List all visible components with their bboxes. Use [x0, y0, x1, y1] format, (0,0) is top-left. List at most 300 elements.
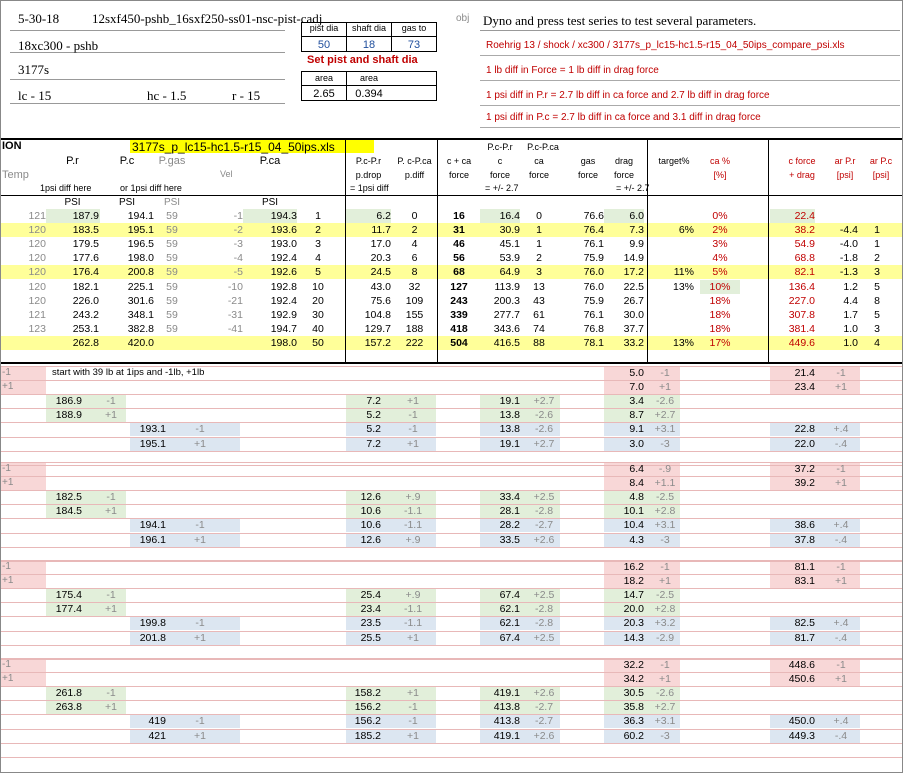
data-cell[interactable]: 136.4	[788, 281, 815, 293]
drag-delta[interactable]: +3.1	[654, 519, 676, 531]
data-cell[interactable]: 7.3	[629, 224, 644, 236]
data-cell[interactable]: 37.7	[623, 323, 644, 335]
c-force-value[interactable]: 33.5	[499, 534, 520, 546]
data-cell[interactable]: 5	[315, 266, 321, 278]
data-cell[interactable]: 17.0	[370, 238, 391, 250]
data-cell[interactable]: 222	[405, 337, 424, 349]
pr-value[interactable]: 182.5	[55, 491, 82, 503]
data-cell[interactable]: 18%	[709, 309, 731, 321]
cforce-value[interactable]: 83.1	[794, 575, 815, 587]
drag-value[interactable]: 18.2	[623, 575, 644, 587]
pc-delta[interactable]: -1	[195, 617, 205, 629]
data-cell[interactable]: 188	[405, 323, 424, 335]
data-cell[interactable]: 193.6	[270, 224, 297, 236]
pc-value[interactable]: 196.1	[139, 534, 166, 546]
data-cell[interactable]: 120	[28, 252, 46, 264]
drag-value[interactable]: 20.0	[623, 603, 644, 615]
data-cell[interactable]: 1.2	[843, 281, 858, 293]
pdrop-value[interactable]: 185.2	[354, 730, 381, 742]
data-cell[interactable]: 4%	[712, 252, 728, 264]
data-cell[interactable]: 59	[166, 252, 178, 264]
r-cell[interactable]: r - 15	[232, 88, 261, 103]
cforce-delta[interactable]: +.4	[833, 715, 849, 727]
pdrop-delta[interactable]: +1	[407, 687, 419, 699]
data-cell[interactable]: 78.1	[583, 337, 604, 349]
c-force-delta[interactable]: +2.5	[533, 589, 555, 601]
data-cell[interactable]: -5	[233, 266, 243, 278]
pdrop-value[interactable]: 156.2	[354, 701, 381, 713]
data-cell[interactable]: 10%	[709, 281, 731, 293]
pdrop-value[interactable]: 12.6	[360, 491, 381, 503]
gas-to-value[interactable]: 73	[407, 39, 421, 51]
drag-delta[interactable]: -1	[660, 367, 670, 379]
drag-delta[interactable]: -.9	[658, 463, 672, 475]
delta-cell[interactable]: -1	[2, 367, 11, 378]
c-force-delta[interactable]: -2.8	[534, 505, 554, 517]
c-force-delta[interactable]: -2.6	[534, 423, 554, 435]
data-cell[interactable]: 20	[312, 295, 324, 307]
data-cell[interactable]: 243.2	[72, 309, 99, 321]
data-cell[interactable]: 59	[166, 210, 178, 222]
valve-cell[interactable]: 3177s	[18, 62, 50, 77]
cforce-delta[interactable]: +.4	[833, 617, 849, 629]
data-cell[interactable]: 2	[411, 224, 418, 236]
pdrop-delta[interactable]: -1.1	[403, 519, 423, 531]
pc-value[interactable]: 193.1	[139, 423, 166, 435]
cforce-value[interactable]: 81.1	[794, 561, 815, 573]
pr-value[interactable]: 261.8	[55, 687, 82, 699]
data-cell[interactable]: -4.0	[839, 238, 858, 250]
data-cell[interactable]: -3	[233, 238, 243, 250]
data-cell[interactable]: 1.0	[843, 337, 858, 349]
data-cell[interactable]: 194.1	[127, 210, 154, 222]
pdrop-delta[interactable]: -1	[408, 423, 418, 435]
pdrop-value[interactable]: 12.6	[360, 534, 381, 546]
cforce-value[interactable]: 22.8	[794, 423, 815, 435]
data-cell[interactable]: 277.7	[493, 309, 520, 321]
data-cell[interactable]: 120	[28, 238, 46, 250]
cforce-delta[interactable]: -1	[836, 561, 846, 573]
drag-value[interactable]: 36.3	[623, 715, 644, 727]
data-cell[interactable]: 17.2	[623, 266, 644, 278]
c-force-value[interactable]: 62.1	[499, 603, 520, 615]
drag-delta[interactable]: -1	[660, 561, 670, 573]
pdrop-value[interactable]: 23.4	[360, 603, 381, 615]
pdrop-delta[interactable]: -1.1	[403, 505, 423, 517]
pr-delta[interactable]: -1	[106, 491, 116, 503]
data-cell[interactable]: 30	[312, 309, 324, 321]
pc-delta[interactable]: -1	[195, 715, 205, 727]
cforce-value[interactable]: 22.0	[794, 438, 815, 450]
drag-value[interactable]: 16.2	[623, 561, 644, 573]
drag-delta[interactable]: -1	[660, 659, 670, 671]
data-cell[interactable]: 195.1	[127, 224, 154, 236]
data-cell[interactable]: -10	[227, 281, 243, 293]
data-cell[interactable]: 11%	[673, 266, 694, 278]
data-cell[interactable]: 22.5	[623, 281, 644, 293]
pdrop-value[interactable]: 156.2	[354, 715, 381, 727]
data-cell[interactable]: 339	[450, 309, 468, 321]
data-cell[interactable]: 76.8	[583, 323, 604, 335]
delta-cell[interactable]: +1	[2, 575, 14, 586]
cforce-delta[interactable]: +.4	[833, 519, 849, 531]
data-cell[interactable]: 88	[533, 337, 545, 349]
drag-value[interactable]: 8.4	[629, 477, 644, 489]
data-cell[interactable]: 0%	[712, 210, 728, 222]
pdrop-delta[interactable]: -1.1	[403, 603, 423, 615]
drag-delta[interactable]: -2.9	[655, 632, 675, 644]
pdrop-delta[interactable]: +1	[407, 395, 419, 407]
data-cell[interactable]: 2	[315, 224, 321, 236]
c-force-delta[interactable]: +2.5	[533, 491, 555, 503]
drag-value[interactable]: 8.7	[629, 409, 644, 421]
data-cell[interactable]: -1.3	[839, 266, 858, 278]
c-force-delta[interactable]: +2.7	[533, 395, 555, 407]
data-cell[interactable]: 192.8	[270, 281, 297, 293]
pdrop-value[interactable]: 158.2	[354, 687, 381, 699]
data-cell[interactable]: 59	[166, 238, 178, 250]
drag-delta[interactable]: +3.1	[654, 423, 676, 435]
data-cell[interactable]: 13%	[672, 337, 694, 349]
data-cell[interactable]: -4	[233, 252, 243, 264]
cforce-value[interactable]: 21.4	[794, 367, 815, 379]
drag-value[interactable]: 32.2	[623, 659, 644, 671]
drag-value[interactable]: 3.0	[629, 438, 644, 450]
data-cell[interactable]: 4	[874, 337, 880, 349]
pr-delta[interactable]: +1	[105, 505, 117, 517]
data-cell[interactable]: 4	[411, 238, 418, 250]
data-cell[interactable]: 13%	[672, 281, 694, 293]
data-cell[interactable]: 75.6	[370, 295, 391, 307]
data-cell[interactable]: 0	[411, 210, 418, 222]
area-shaft-value[interactable]: 0.394	[355, 88, 383, 100]
data-cell[interactable]: -1	[233, 210, 243, 222]
delta-cell[interactable]: +1	[2, 673, 14, 684]
data-cell[interactable]: 1.0	[843, 323, 858, 335]
data-cell[interactable]: 113.9	[494, 281, 520, 293]
pdrop-delta[interactable]: +.9	[405, 491, 421, 503]
date-cell[interactable]: 5-30-18	[18, 11, 60, 26]
drag-delta[interactable]: +3.2	[654, 617, 676, 629]
data-cell[interactable]: 30.0	[623, 309, 644, 321]
data-cell[interactable]: 68.8	[794, 252, 815, 264]
drag-delta[interactable]: +1.1	[654, 477, 676, 489]
data-cell[interactable]: 1	[536, 224, 542, 236]
cforce-value[interactable]: 81.7	[794, 632, 815, 644]
data-cell[interactable]: 301.6	[127, 295, 154, 307]
data-cell[interactable]: 8	[874, 295, 880, 307]
pr-delta[interactable]: +1	[105, 603, 117, 615]
data-cell[interactable]: 418	[450, 323, 468, 335]
data-cell[interactable]: 68	[453, 266, 465, 278]
data-cell[interactable]: 2	[874, 252, 880, 264]
pdrop-value[interactable]: 23.5	[360, 617, 381, 629]
data-cell[interactable]: 75.9	[583, 252, 604, 264]
data-cell[interactable]: 109	[405, 295, 424, 307]
data-cell[interactable]: 381.4	[788, 323, 815, 335]
shaft-dia-value[interactable]: 18	[362, 39, 376, 51]
data-cell[interactable]: 1	[315, 210, 321, 222]
c-force-value[interactable]: 62.1	[499, 617, 520, 629]
drag-delta[interactable]: -2.6	[655, 395, 675, 407]
pc-value[interactable]: 201.8	[139, 632, 166, 644]
data-cell[interactable]: 1	[536, 238, 542, 250]
pdrop-delta[interactable]: -1.1	[403, 617, 423, 629]
data-cell[interactable]: 0	[536, 210, 542, 222]
data-cell[interactable]: 59	[166, 309, 178, 321]
drag-value[interactable]: 4.8	[629, 491, 644, 503]
data-cell[interactable]: 253.1	[72, 323, 99, 335]
data-cell[interactable]: 121	[28, 309, 46, 321]
data-cell[interactable]: 198.0	[270, 337, 297, 349]
drag-value[interactable]: 34.2	[623, 673, 644, 685]
cforce-value[interactable]: 37.2	[794, 463, 815, 475]
data-cell[interactable]: 11.7	[371, 224, 391, 236]
data-cell[interactable]: 129.7	[364, 323, 391, 335]
cforce-delta[interactable]: +1	[835, 673, 847, 685]
data-cell[interactable]: 6%	[678, 224, 694, 236]
data-cell[interactable]: 225.1	[127, 281, 154, 293]
pc-value[interactable]: 194.1	[139, 519, 166, 531]
delta-cell[interactable]: +1	[2, 477, 14, 488]
c-force-delta[interactable]: -2.7	[534, 715, 554, 727]
c-force-value[interactable]: 19.1	[499, 438, 520, 450]
data-cell[interactable]: -1.8	[839, 252, 858, 264]
pr-value[interactable]: 175.4	[55, 589, 82, 601]
drag-value[interactable]: 14.3	[623, 632, 644, 644]
c-force-delta[interactable]: +2.6	[533, 730, 555, 742]
data-cell[interactable]: 4	[315, 252, 321, 264]
c-force-delta[interactable]: -2.7	[534, 519, 554, 531]
data-cell[interactable]: 30.9	[499, 224, 520, 236]
data-cell[interactable]: 5	[874, 309, 880, 321]
source-filename[interactable]: 3177s_p_lc15-hc1.5-r15_04_50ips.xls	[132, 140, 335, 154]
cforce-delta[interactable]: -1	[836, 659, 846, 671]
pr-delta[interactable]: -1	[106, 589, 116, 601]
data-cell[interactable]: 504	[450, 337, 468, 349]
data-cell[interactable]: 123	[28, 323, 46, 335]
pr-value[interactable]: 188.9	[55, 409, 82, 421]
data-cell[interactable]: 59	[166, 281, 178, 293]
pdrop-delta[interactable]: +.9	[405, 589, 421, 601]
cforce-delta[interactable]: +1	[835, 381, 847, 393]
pdrop-delta[interactable]: +.9	[405, 534, 421, 546]
drag-delta[interactable]: +1	[659, 575, 671, 587]
data-cell[interactable]: 76.6	[583, 210, 604, 222]
drag-value[interactable]: 5.0	[629, 367, 644, 379]
data-cell[interactable]: 76.0	[583, 281, 604, 293]
pdrop-value[interactable]: 25.5	[360, 632, 381, 644]
data-cell[interactable]: 20.3	[370, 252, 391, 264]
pdrop-value[interactable]: 5.2	[366, 409, 381, 421]
cforce-delta[interactable]: -.4	[834, 632, 848, 644]
drag-delta[interactable]: -2.5	[655, 491, 675, 503]
data-cell[interactable]: 179.5	[72, 238, 99, 250]
data-cell[interactable]: 155	[405, 309, 424, 321]
cforce-value[interactable]: 450.0	[788, 715, 815, 727]
data-cell[interactable]: 120	[28, 224, 46, 236]
c-force-value[interactable]: 13.8	[499, 423, 520, 435]
drag-value[interactable]: 30.5	[623, 687, 644, 699]
data-cell[interactable]: 6.2	[376, 210, 391, 222]
data-cell[interactable]: 4.4	[843, 295, 858, 307]
data-cell[interactable]: 176.4	[72, 266, 99, 278]
data-cell[interactable]: 121	[28, 210, 46, 222]
c-force-delta[interactable]: +2.5	[533, 632, 555, 644]
drag-value[interactable]: 10.1	[623, 505, 644, 517]
data-cell[interactable]: 32	[408, 281, 421, 293]
drag-value[interactable]: 20.3	[623, 617, 644, 629]
pdrop-delta[interactable]: -1	[408, 715, 418, 727]
data-cell[interactable]: 187.9	[72, 210, 99, 222]
drag-value[interactable]: 9.1	[629, 423, 644, 435]
c-force-value[interactable]: 413.8	[493, 715, 520, 727]
c-force-value[interactable]: 419.1	[493, 687, 520, 699]
data-cell[interactable]: -21	[227, 295, 243, 307]
data-cell[interactable]: 40	[312, 323, 324, 335]
data-cell[interactable]: 182.1	[72, 281, 99, 293]
data-cell[interactable]: 2	[536, 252, 542, 264]
delta-cell[interactable]: -1	[2, 463, 11, 474]
data-cell[interactable]: 64.9	[499, 266, 520, 278]
pdrop-delta[interactable]: +1	[407, 730, 419, 742]
data-cell[interactable]: 31	[453, 224, 465, 236]
data-cell[interactable]: -2	[233, 224, 243, 236]
pdrop-value[interactable]: 10.6	[360, 519, 381, 531]
pdrop-value[interactable]: 7.2	[366, 438, 381, 450]
data-cell[interactable]: 262.8	[72, 337, 99, 349]
data-cell[interactable]: 1	[874, 238, 880, 250]
c-force-value[interactable]: 33.4	[499, 491, 520, 503]
data-cell[interactable]: 26.7	[623, 295, 644, 307]
cforce-value[interactable]: 450.6	[788, 673, 815, 685]
drag-delta[interactable]: -3	[660, 438, 670, 450]
data-cell[interactable]: 420.0	[127, 337, 154, 349]
data-cell[interactable]: 198.0	[127, 252, 154, 264]
data-cell[interactable]: 196.5	[127, 238, 154, 250]
cforce-delta[interactable]: -.4	[834, 438, 848, 450]
c-force-value[interactable]: 67.4	[499, 632, 520, 644]
data-cell[interactable]: 18%	[709, 295, 731, 307]
data-cell[interactable]: -4.4	[839, 224, 858, 236]
pdrop-delta[interactable]: +1	[407, 632, 419, 644]
pdrop-value[interactable]: 7.2	[366, 395, 381, 407]
data-cell[interactable]: 82.1	[794, 266, 815, 278]
pr-delta[interactable]: +1	[105, 409, 117, 421]
pc-delta[interactable]: +1	[194, 534, 206, 546]
drag-delta[interactable]: +1	[659, 673, 671, 685]
model-cell[interactable]: 18xc300 - pshb	[18, 38, 99, 53]
data-cell[interactable]: 416.5	[493, 337, 520, 349]
drag-value[interactable]: 7.0	[629, 381, 644, 393]
data-cell[interactable]: 1	[874, 224, 880, 236]
drag-value[interactable]: 35.8	[623, 701, 644, 713]
data-cell[interactable]: 343.6	[493, 323, 520, 335]
data-cell[interactable]: 45.1	[499, 238, 520, 250]
data-cell[interactable]: 194.7	[270, 323, 297, 335]
data-cell[interactable]: 43.0	[370, 281, 391, 293]
data-cell[interactable]: 38.2	[794, 224, 815, 236]
data-cell[interactable]: 2%	[712, 224, 728, 236]
lc-cell[interactable]: lc - 15	[18, 88, 52, 103]
c-force-delta[interactable]: +2.6	[533, 534, 555, 546]
cforce-delta[interactable]: +1	[835, 575, 847, 587]
c-force-value[interactable]: 28.1	[499, 505, 520, 517]
drag-value[interactable]: 60.2	[623, 730, 644, 742]
data-cell[interactable]: 5	[874, 281, 880, 293]
data-cell[interactable]: 120	[28, 295, 46, 307]
data-cell[interactable]: 243	[450, 295, 468, 307]
cforce-delta[interactable]: +1	[835, 477, 847, 489]
data-cell[interactable]: 76.1	[583, 238, 604, 250]
drag-value[interactable]: 14.7	[623, 589, 644, 601]
data-cell[interactable]: 46	[453, 238, 465, 250]
c-force-delta[interactable]: -2.8	[534, 617, 554, 629]
data-cell[interactable]: 449.6	[788, 337, 815, 349]
data-cell[interactable]: 10	[312, 281, 324, 293]
c-force-value[interactable]: 419.1	[493, 730, 520, 742]
pdrop-value[interactable]: 25.4	[360, 589, 381, 601]
data-cell[interactable]: 59	[166, 295, 178, 307]
data-cell[interactable]: 226.0	[72, 295, 99, 307]
data-cell[interactable]: 177.6	[72, 252, 99, 264]
data-cell[interactable]: 76.0	[583, 266, 604, 278]
data-cell[interactable]: 192.4	[270, 252, 297, 264]
pc-value[interactable]: 195.1	[139, 438, 166, 450]
data-cell[interactable]: 13	[533, 281, 545, 293]
hc-cell[interactable]: hc - 1.5	[147, 88, 187, 103]
pc-value[interactable]: 199.8	[139, 617, 166, 629]
data-cell[interactable]: 3	[874, 323, 880, 335]
data-cell[interactable]: 18%	[709, 323, 731, 335]
data-cell[interactable]: 157.2	[364, 337, 391, 349]
pc-delta[interactable]: -1	[195, 519, 205, 531]
data-cell[interactable]: 9.9	[629, 238, 644, 250]
data-cell[interactable]: 22.4	[794, 210, 815, 222]
filename-title[interactable]: 12sxf450-pshb_16sxf250-ss01-nsc-pist-cadj	[92, 11, 323, 26]
cforce-delta[interactable]: -.4	[834, 730, 848, 742]
data-cell[interactable]: 33.2	[623, 337, 644, 349]
c-force-delta[interactable]: -2.7	[534, 701, 554, 713]
data-cell[interactable]: 3	[874, 266, 880, 278]
data-cell[interactable]: 59	[166, 224, 178, 236]
data-cell[interactable]: 14.9	[623, 252, 644, 264]
pr-value[interactable]: 184.5	[55, 505, 82, 517]
drag-delta[interactable]: -3	[660, 534, 670, 546]
data-cell[interactable]: 200.3	[493, 295, 520, 307]
pr-delta[interactable]: -1	[106, 395, 116, 407]
cforce-delta[interactable]: -.4	[834, 534, 848, 546]
pdrop-value[interactable]: 5.2	[366, 423, 381, 435]
pc-value[interactable]: 421	[148, 730, 166, 742]
drag-delta[interactable]: +2.7	[654, 409, 676, 421]
area-pist-value[interactable]: 2.65	[313, 88, 335, 100]
delta-cell[interactable]: -1	[2, 561, 11, 572]
data-cell[interactable]: 76.1	[583, 309, 604, 321]
data-cell[interactable]: 74	[533, 323, 545, 335]
drag-delta[interactable]: -2.5	[655, 589, 675, 601]
data-cell[interactable]: 227.0	[788, 295, 815, 307]
c-force-value[interactable]: 413.8	[493, 701, 520, 713]
cforce-delta[interactable]: +.4	[833, 423, 849, 435]
drag-delta[interactable]: -2.6	[655, 687, 675, 699]
data-cell[interactable]: 61	[533, 309, 545, 321]
pr-delta[interactable]: -1	[106, 687, 116, 699]
data-cell[interactable]: 17%	[709, 337, 731, 349]
data-cell[interactable]: 5%	[712, 266, 728, 278]
c-force-delta[interactable]: +2.6	[533, 687, 555, 699]
pc-delta[interactable]: +1	[194, 632, 206, 644]
